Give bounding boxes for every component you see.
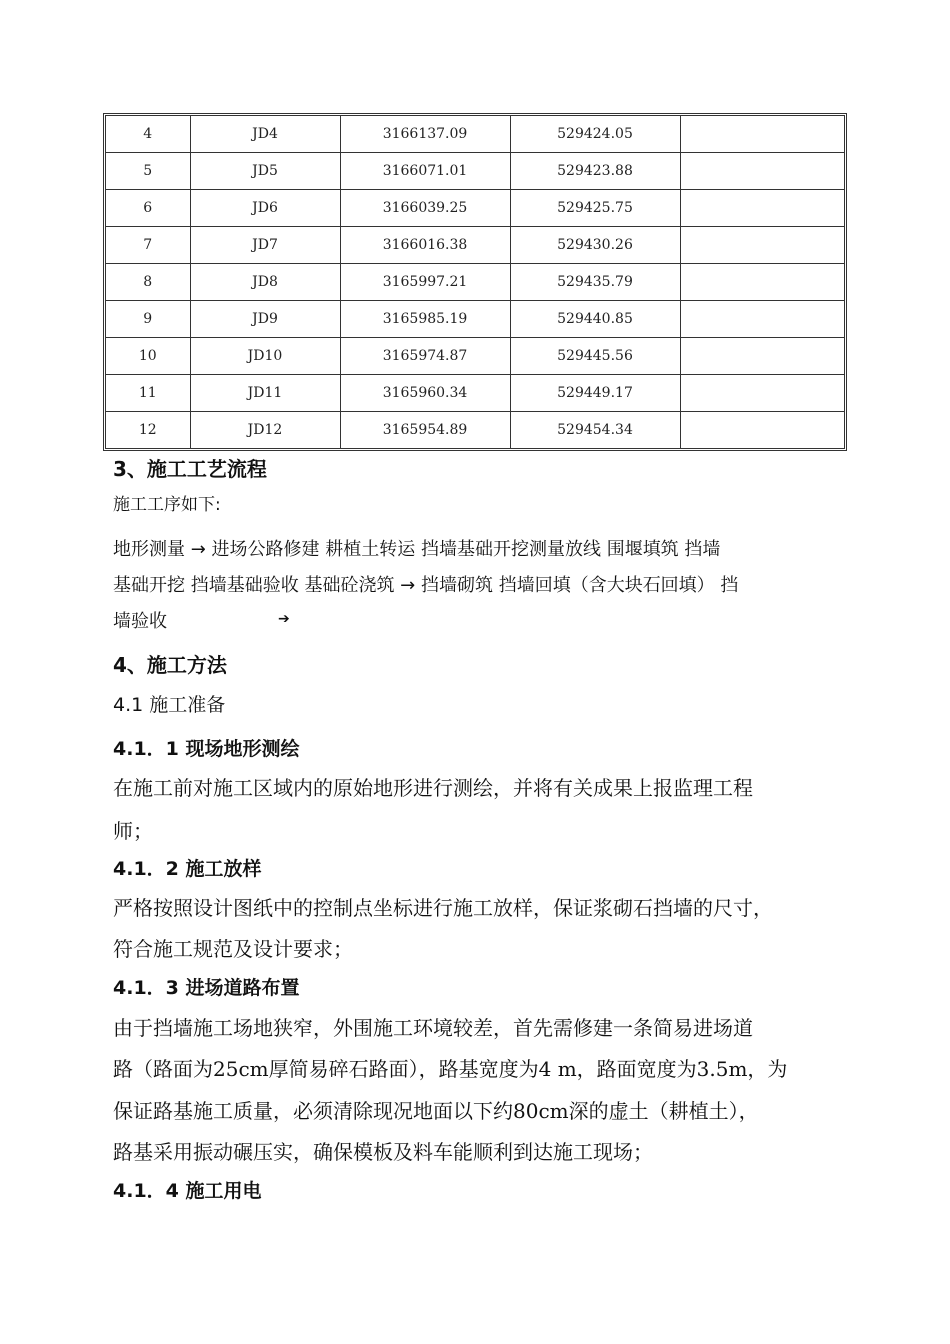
point-name-cell: JD10 bbox=[190, 338, 340, 375]
section-4-1-title: 4.1 施工准备 bbox=[113, 694, 226, 716]
table-row bbox=[106, 227, 844, 264]
row-number-cell: 5 bbox=[106, 153, 190, 190]
table-row bbox=[106, 412, 844, 449]
x-coordinate-cell: 3165954.89 bbox=[340, 412, 510, 449]
remark-cell bbox=[680, 338, 844, 375]
remark-cell bbox=[680, 227, 844, 264]
x-coordinate-cell: 3165974.87 bbox=[340, 338, 510, 375]
y-coordinate-cell: 529454.34 bbox=[510, 412, 680, 449]
point-name-cell: JD5 bbox=[190, 153, 340, 190]
point-name-cell: JD11 bbox=[190, 375, 340, 412]
table-row bbox=[106, 153, 844, 190]
point-name-cell: JD12 bbox=[190, 412, 340, 449]
x-coordinate-cell: 3166039.25 bbox=[340, 190, 510, 227]
row-number-cell: 6 bbox=[106, 190, 190, 227]
flow-arrow-icon: ➔ bbox=[278, 611, 290, 627]
remark-cell bbox=[680, 153, 844, 190]
row-number-cell: 11 bbox=[106, 375, 190, 412]
y-coordinate-cell: 529440.85 bbox=[510, 301, 680, 338]
y-coordinate-cell: 529423.88 bbox=[510, 153, 680, 190]
y-coordinate-cell: 529449.17 bbox=[510, 375, 680, 412]
item-3-line-4: 路基采用振动碾压实，确保模板及料车能顺利到达施工现场； bbox=[113, 1140, 653, 1164]
item-3-line-2: 路（路面为25cm厚简易碎石路面），路基宽度为4 m，路面宽度为3.5m，为 bbox=[113, 1057, 788, 1081]
y-coordinate-cell: 529445.56 bbox=[510, 338, 680, 375]
remark-cell bbox=[680, 301, 844, 338]
item-1-title: 4.1．1 现场地形测绘 bbox=[113, 738, 300, 760]
x-coordinate-cell: 3166016.38 bbox=[340, 227, 510, 264]
section-3-intro: 施工工序如下: bbox=[113, 495, 221, 515]
coordinate-table-grid bbox=[106, 116, 844, 448]
y-coordinate-cell: 529430.26 bbox=[510, 227, 680, 264]
item-3-title: 4.1．3 进场道路布置 bbox=[113, 977, 300, 999]
y-coordinate-cell: 529424.05 bbox=[510, 116, 680, 153]
x-coordinate-cell: 3166071.01 bbox=[340, 153, 510, 190]
table-row bbox=[106, 375, 844, 412]
y-coordinate-cell: 529435.79 bbox=[510, 264, 680, 301]
row-number-cell: 10 bbox=[106, 338, 190, 375]
remark-cell bbox=[680, 190, 844, 227]
coordinate-table bbox=[103, 113, 847, 451]
point-name-cell: JD9 bbox=[190, 301, 340, 338]
item-1-line-2: 师； bbox=[113, 819, 153, 843]
item-2-line-2: 符合施工规范及设计要求； bbox=[113, 937, 353, 961]
remark-cell bbox=[680, 116, 844, 153]
flow-line-2: 基础开挖 挡墙基础验收 基础砼浇筑 → 挡墙砌筑 挡墙回填（含大块石回填） 挡 bbox=[113, 575, 739, 596]
row-number-cell: 12 bbox=[106, 412, 190, 449]
table-row bbox=[106, 301, 844, 338]
remark-cell bbox=[680, 264, 844, 301]
item-2-title: 4.1．2 施工放样 bbox=[113, 858, 262, 880]
x-coordinate-cell: 3165985.19 bbox=[340, 301, 510, 338]
table-row bbox=[106, 190, 844, 227]
flow-line-1: 地形测量 → 进场公路修建 耕植土转运 挡墙基础开挖测量放线 围堰填筑 挡墙 bbox=[113, 539, 721, 560]
x-coordinate-cell: 3166137.09 bbox=[340, 116, 510, 153]
x-coordinate-cell: 3165997.21 bbox=[340, 264, 510, 301]
row-number-cell: 9 bbox=[106, 301, 190, 338]
y-coordinate-cell: 529425.75 bbox=[510, 190, 680, 227]
item-3-line-1: 由于挡墙施工场地狭窄，外围施工环境较差，首先需修建一条简易进场道 bbox=[113, 1016, 753, 1040]
point-name-cell: JD8 bbox=[190, 264, 340, 301]
item-3-line-3: 保证路基施工质量，必须清除现况地面以下约80cm深的虚土（耕植土）， bbox=[113, 1099, 759, 1123]
item-2-line-1: 严格按照设计图纸中的控制点坐标进行施工放样，保证浆砌石挡墙的尺寸， bbox=[113, 896, 773, 920]
table-row bbox=[106, 116, 844, 153]
row-number-cell: 4 bbox=[106, 116, 190, 153]
row-number-cell: 8 bbox=[106, 264, 190, 301]
table-row bbox=[106, 264, 844, 301]
remark-cell bbox=[680, 412, 844, 449]
remark-cell bbox=[680, 375, 844, 412]
point-name-cell: JD6 bbox=[190, 190, 340, 227]
flow-line-3: 墙验收 bbox=[113, 611, 167, 632]
item-1-line-1: 在施工前对施工区域内的原始地形进行测绘，并将有关成果上报监理工程 bbox=[113, 776, 753, 800]
item-4-title: 4.1．4 施工用电 bbox=[113, 1180, 262, 1202]
section-3-heading: 3、施工工艺流程 bbox=[113, 457, 267, 481]
section-4-heading: 4、施工方法 bbox=[113, 653, 227, 677]
table-row bbox=[106, 338, 844, 375]
row-number-cell: 7 bbox=[106, 227, 190, 264]
point-name-cell: JD4 bbox=[190, 116, 340, 153]
x-coordinate-cell: 3165960.34 bbox=[340, 375, 510, 412]
point-name-cell: JD7 bbox=[190, 227, 340, 264]
